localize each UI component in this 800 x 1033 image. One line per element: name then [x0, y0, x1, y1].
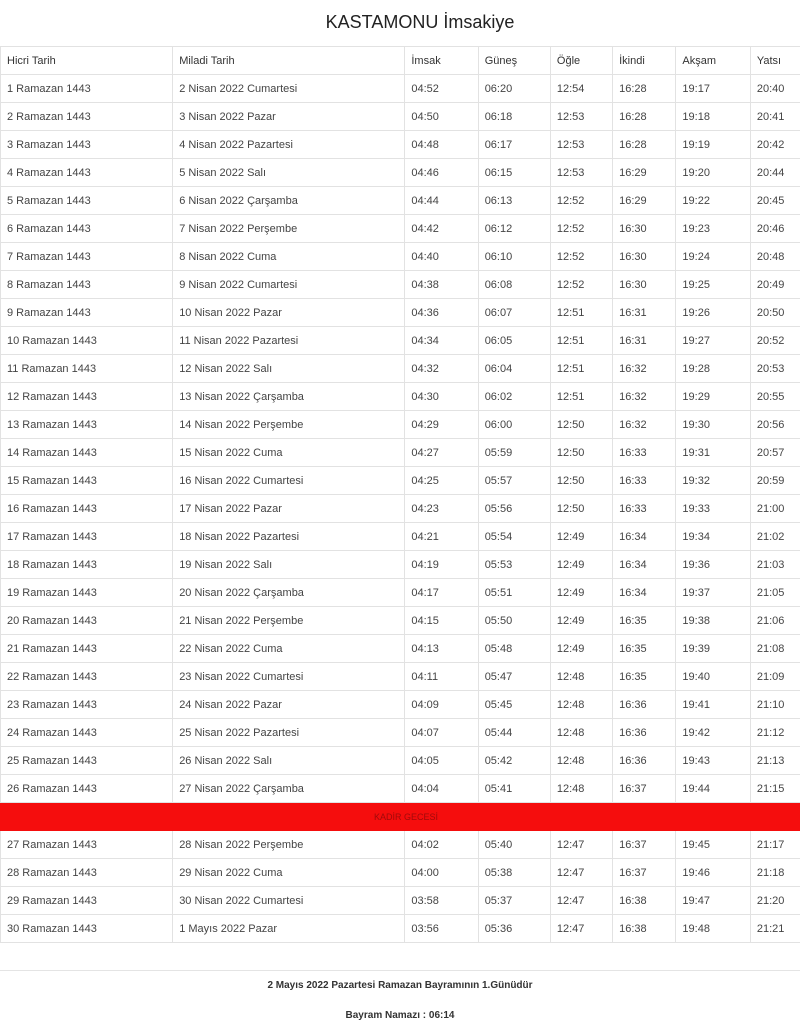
cell-imsak: 04:13 [405, 635, 478, 663]
cell-ogle: 12:48 [550, 775, 612, 803]
table-row [1, 187, 800, 215]
cell-imsak: 03:56 [405, 915, 478, 943]
table-row [1, 131, 800, 159]
cell-ogle: 12:49 [550, 523, 612, 551]
cell-gunes: 05:59 [478, 439, 550, 467]
cell-miladi-tarih: 5 Nisan 2022 Salı [173, 159, 405, 187]
cell-imsak: 04:00 [405, 859, 478, 887]
cell-hicri-tarih: 8 Ramazan 1443 [1, 271, 173, 299]
header-ogle: Öğle [550, 47, 612, 75]
cell-hicri-tarih: 2 Ramazan 1443 [1, 103, 173, 131]
cell-hicri-tarih: 15 Ramazan 1443 [1, 467, 173, 495]
cell-ogle: 12:52 [550, 215, 612, 243]
cell-miladi-tarih: 6 Nisan 2022 Çarşamba [173, 187, 405, 215]
cell-gunes: 05:51 [478, 579, 550, 607]
cell-ogle: 12:49 [550, 635, 612, 663]
cell-imsak: 04:40 [405, 243, 478, 271]
cell-gunes: 06:10 [478, 243, 550, 271]
cell-yatsi: 21:03 [750, 551, 800, 579]
cell-miladi-tarih: 2 Nisan 2022 Cumartesi [173, 75, 405, 103]
cell-yatsi: 21:09 [750, 663, 800, 691]
table-row [1, 831, 800, 859]
cell-imsak: 04:30 [405, 383, 478, 411]
cell-gunes: 05:45 [478, 691, 550, 719]
cell-ikindi: 16:29 [613, 159, 676, 187]
cell-imsak: 04:48 [405, 131, 478, 159]
cell-ogle: 12:54 [550, 75, 612, 103]
table-row [1, 691, 800, 719]
cell-yatsi: 20:57 [750, 439, 800, 467]
cell-aksam: 19:30 [676, 411, 750, 439]
cell-ogle: 12:52 [550, 271, 612, 299]
cell-miladi-tarih: 1 Mayıs 2022 Pazar [173, 915, 405, 943]
cell-ikindi: 16:36 [613, 719, 676, 747]
cell-aksam: 19:41 [676, 691, 750, 719]
table-row [1, 915, 800, 943]
cell-aksam: 19:17 [676, 75, 750, 103]
cell-gunes: 05:57 [478, 467, 550, 495]
cell-ogle: 12:47 [550, 915, 612, 943]
cell-hicri-tarih: 23 Ramazan 1443 [1, 691, 173, 719]
bayram-note: 2 Mayıs 2022 Pazartesi Ramazan Bayramının 1.Günüdür [267, 980, 533, 991]
cell-ikindi: 16:35 [613, 635, 676, 663]
cell-imsak: 04:42 [405, 215, 478, 243]
cell-imsak: 04:46 [405, 159, 478, 187]
cell-ogle: 12:47 [550, 859, 612, 887]
table-row [1, 859, 800, 887]
cell-ogle: 12:48 [550, 747, 612, 775]
imsakiye-table [0, 46, 800, 943]
header-gunes: Güneş [478, 47, 550, 75]
header-miladi-tarih: Miladi Tarih [173, 47, 405, 75]
cell-ikindi: 16:28 [613, 75, 676, 103]
cell-aksam: 19:27 [676, 327, 750, 355]
cell-yatsi: 20:56 [750, 411, 800, 439]
cell-aksam: 19:46 [676, 859, 750, 887]
table-row [1, 383, 800, 411]
cell-imsak: 04:07 [405, 719, 478, 747]
cell-miladi-tarih: 27 Nisan 2022 Çarşamba [173, 775, 405, 803]
cell-imsak: 04:25 [405, 467, 478, 495]
cell-imsak: 04:05 [405, 747, 478, 775]
cell-ogle: 12:51 [550, 299, 612, 327]
cell-yatsi: 21:08 [750, 635, 800, 663]
cell-yatsi: 21:21 [750, 915, 800, 943]
cell-ogle: 12:53 [550, 103, 612, 131]
cell-gunes: 05:44 [478, 719, 550, 747]
cell-imsak: 04:44 [405, 187, 478, 215]
cell-imsak: 04:29 [405, 411, 478, 439]
cell-imsak: 04:52 [405, 75, 478, 103]
cell-yatsi: 21:05 [750, 579, 800, 607]
cell-yatsi: 20:50 [750, 299, 800, 327]
cell-ogle: 12:51 [550, 327, 612, 355]
cell-imsak: 04:23 [405, 495, 478, 523]
cell-ogle: 12:49 [550, 551, 612, 579]
cell-yatsi: 20:49 [750, 271, 800, 299]
cell-hicri-tarih: 7 Ramazan 1443 [1, 243, 173, 271]
cell-miladi-tarih: 7 Nisan 2022 Perşembe [173, 215, 405, 243]
cell-yatsi: 21:02 [750, 523, 800, 551]
cell-hicri-tarih: 20 Ramazan 1443 [1, 607, 173, 635]
table-row [1, 439, 800, 467]
table-row [1, 551, 800, 579]
cell-hicri-tarih: 5 Ramazan 1443 [1, 187, 173, 215]
cell-gunes: 05:36 [478, 915, 550, 943]
cell-imsak: 04:21 [405, 523, 478, 551]
cell-miladi-tarih: 10 Nisan 2022 Pazar [173, 299, 405, 327]
cell-imsak: 04:50 [405, 103, 478, 131]
cell-yatsi: 20:44 [750, 159, 800, 187]
cell-yatsi: 20:46 [750, 215, 800, 243]
cell-yatsi: 20:52 [750, 327, 800, 355]
page-title: KASTAMONU İmsakiye [325, 12, 515, 32]
cell-ogle: 12:49 [550, 607, 612, 635]
cell-hicri-tarih: 30 Ramazan 1443 [1, 915, 173, 943]
cell-hicri-tarih: 9 Ramazan 1443 [1, 299, 173, 327]
cell-gunes: 05:54 [478, 523, 550, 551]
table-row [1, 355, 800, 383]
cell-miladi-tarih: 11 Nisan 2022 Pazartesi [173, 327, 405, 355]
cell-hicri-tarih: 3 Ramazan 1443 [1, 131, 173, 159]
cell-ikindi: 16:32 [613, 383, 676, 411]
cell-aksam: 19:43 [676, 747, 750, 775]
cell-yatsi: 20:48 [750, 243, 800, 271]
cell-ikindi: 16:35 [613, 607, 676, 635]
cell-miladi-tarih: 13 Nisan 2022 Çarşamba [173, 383, 405, 411]
header-ikindi: İkindi [613, 47, 676, 75]
cell-imsak: 04:32 [405, 355, 478, 383]
table-row [1, 607, 800, 635]
cell-yatsi: 20:41 [750, 103, 800, 131]
cell-miladi-tarih: 20 Nisan 2022 Çarşamba [173, 579, 405, 607]
cell-ogle: 12:52 [550, 187, 612, 215]
cell-ikindi: 16:36 [613, 747, 676, 775]
table-row [1, 719, 800, 747]
cell-miladi-tarih: 4 Nisan 2022 Pazartesi [173, 131, 405, 159]
cell-imsak: 04:11 [405, 663, 478, 691]
cell-ikindi: 16:34 [613, 551, 676, 579]
cell-miladi-tarih: 14 Nisan 2022 Perşembe [173, 411, 405, 439]
cell-gunes: 05:53 [478, 551, 550, 579]
kadir-gecesi-label: KADİR GECESİ [1, 803, 800, 831]
cell-aksam: 19:48 [676, 915, 750, 943]
table-row [1, 327, 800, 355]
cell-hicri-tarih: 4 Ramazan 1443 [1, 159, 173, 187]
cell-gunes: 06:12 [478, 215, 550, 243]
cell-aksam: 19:37 [676, 579, 750, 607]
table-header-row [1, 47, 800, 75]
table-row [1, 635, 800, 663]
cell-aksam: 19:39 [676, 635, 750, 663]
cell-hicri-tarih: 29 Ramazan 1443 [1, 887, 173, 915]
header-yatsi: Yatsı [750, 47, 800, 75]
cell-yatsi: 21:06 [750, 607, 800, 635]
cell-ikindi: 16:30 [613, 243, 676, 271]
cell-gunes: 06:05 [478, 327, 550, 355]
cell-gunes: 06:17 [478, 131, 550, 159]
cell-ikindi: 16:29 [613, 187, 676, 215]
kadir-gecesi-banner [1, 803, 800, 831]
cell-gunes: 05:50 [478, 607, 550, 635]
cell-ikindi: 16:37 [613, 831, 676, 859]
cell-miladi-tarih: 24 Nisan 2022 Pazar [173, 691, 405, 719]
cell-ogle: 12:47 [550, 831, 612, 859]
cell-miladi-tarih: 8 Nisan 2022 Cuma [173, 243, 405, 271]
cell-ogle: 12:50 [550, 495, 612, 523]
cell-hicri-tarih: 25 Ramazan 1443 [1, 747, 173, 775]
cell-ikindi: 16:31 [613, 327, 676, 355]
cell-yatsi: 20:59 [750, 467, 800, 495]
cell-aksam: 19:24 [676, 243, 750, 271]
cell-gunes: 06:02 [478, 383, 550, 411]
table-row [1, 663, 800, 691]
cell-aksam: 19:23 [676, 215, 750, 243]
table-row [1, 747, 800, 775]
cell-yatsi: 21:18 [750, 859, 800, 887]
table-row [1, 243, 800, 271]
cell-gunes: 06:00 [478, 411, 550, 439]
cell-aksam: 19:26 [676, 299, 750, 327]
cell-aksam: 19:29 [676, 383, 750, 411]
cell-miladi-tarih: 25 Nisan 2022 Pazartesi [173, 719, 405, 747]
cell-aksam: 19:36 [676, 551, 750, 579]
cell-hicri-tarih: 17 Ramazan 1443 [1, 523, 173, 551]
header-hicri-tarih: Hicri Tarih [1, 47, 173, 75]
cell-yatsi: 20:45 [750, 187, 800, 215]
cell-ogle: 12:48 [550, 663, 612, 691]
cell-gunes: 06:18 [478, 103, 550, 131]
cell-miladi-tarih: 26 Nisan 2022 Salı [173, 747, 405, 775]
cell-aksam: 19:25 [676, 271, 750, 299]
cell-ogle: 12:53 [550, 131, 612, 159]
cell-yatsi: 20:55 [750, 383, 800, 411]
cell-hicri-tarih: 13 Ramazan 1443 [1, 411, 173, 439]
cell-aksam: 19:28 [676, 355, 750, 383]
cell-aksam: 19:47 [676, 887, 750, 915]
table-row [1, 775, 800, 803]
cell-ikindi: 16:32 [613, 411, 676, 439]
cell-hicri-tarih: 21 Ramazan 1443 [1, 635, 173, 663]
cell-ikindi: 16:35 [613, 663, 676, 691]
cell-aksam: 19:38 [676, 607, 750, 635]
cell-yatsi: 20:53 [750, 355, 800, 383]
cell-miladi-tarih: 29 Nisan 2022 Cuma [173, 859, 405, 887]
cell-ikindi: 16:33 [613, 439, 676, 467]
cell-ikindi: 16:33 [613, 467, 676, 495]
cell-imsak: 04:04 [405, 775, 478, 803]
cell-miladi-tarih: 28 Nisan 2022 Perşembe [173, 831, 405, 859]
cell-aksam: 19:19 [676, 131, 750, 159]
cell-miladi-tarih: 18 Nisan 2022 Pazartesi [173, 523, 405, 551]
cell-ogle: 12:52 [550, 243, 612, 271]
cell-miladi-tarih: 12 Nisan 2022 Salı [173, 355, 405, 383]
cell-yatsi: 21:13 [750, 747, 800, 775]
cell-aksam: 19:34 [676, 523, 750, 551]
table-row [1, 75, 800, 103]
cell-ikindi: 16:31 [613, 299, 676, 327]
cell-ogle: 12:48 [550, 691, 612, 719]
cell-gunes: 05:41 [478, 775, 550, 803]
cell-ogle: 12:50 [550, 439, 612, 467]
cell-hicri-tarih: 12 Ramazan 1443 [1, 383, 173, 411]
cell-aksam: 19:20 [676, 159, 750, 187]
cell-aksam: 19:22 [676, 187, 750, 215]
cell-ogle: 12:51 [550, 383, 612, 411]
cell-ikindi: 16:28 [613, 131, 676, 159]
cell-gunes: 05:42 [478, 747, 550, 775]
table-row [1, 271, 800, 299]
cell-hicri-tarih: 6 Ramazan 1443 [1, 215, 173, 243]
table-row [1, 159, 800, 187]
cell-miladi-tarih: 3 Nisan 2022 Pazar [173, 103, 405, 131]
bayram-namazi-time: Bayram Namazı : 06:14 [345, 1010, 455, 1021]
cell-gunes: 05:56 [478, 495, 550, 523]
cell-ogle: 12:49 [550, 579, 612, 607]
cell-imsak: 04:09 [405, 691, 478, 719]
cell-yatsi: 21:20 [750, 887, 800, 915]
cell-gunes: 05:38 [478, 859, 550, 887]
cell-ikindi: 16:37 [613, 775, 676, 803]
cell-yatsi: 21:10 [750, 691, 800, 719]
cell-hicri-tarih: 18 Ramazan 1443 [1, 551, 173, 579]
cell-gunes: 06:04 [478, 355, 550, 383]
table-row [1, 495, 800, 523]
table-row [1, 887, 800, 915]
cell-miladi-tarih: 17 Nisan 2022 Pazar [173, 495, 405, 523]
table-row [1, 215, 800, 243]
cell-hicri-tarih: 24 Ramazan 1443 [1, 719, 173, 747]
cell-imsak: 04:17 [405, 579, 478, 607]
cell-imsak: 04:36 [405, 299, 478, 327]
table-row [1, 467, 800, 495]
cell-ikindi: 16:38 [613, 915, 676, 943]
cell-gunes: 05:40 [478, 831, 550, 859]
cell-ikindi: 16:30 [613, 271, 676, 299]
cell-miladi-tarih: 22 Nisan 2022 Cuma [173, 635, 405, 663]
cell-ikindi: 16:32 [613, 355, 676, 383]
cell-hicri-tarih: 1 Ramazan 1443 [1, 75, 173, 103]
cell-miladi-tarih: 15 Nisan 2022 Cuma [173, 439, 405, 467]
header-imsak: İmsak [405, 47, 478, 75]
table-body [1, 75, 800, 943]
cell-miladi-tarih: 23 Nisan 2022 Cumartesi [173, 663, 405, 691]
cell-hicri-tarih: 10 Ramazan 1443 [1, 327, 173, 355]
table-row [1, 299, 800, 327]
cell-aksam: 19:44 [676, 775, 750, 803]
cell-yatsi: 20:42 [750, 131, 800, 159]
cell-ogle: 12:50 [550, 411, 612, 439]
cell-ikindi: 16:30 [613, 215, 676, 243]
cell-ogle: 12:51 [550, 355, 612, 383]
cell-imsak: 04:38 [405, 271, 478, 299]
cell-hicri-tarih: 14 Ramazan 1443 [1, 439, 173, 467]
cell-aksam: 19:31 [676, 439, 750, 467]
footer-divider [0, 970, 800, 971]
cell-gunes: 06:20 [478, 75, 550, 103]
cell-miladi-tarih: 19 Nisan 2022 Salı [173, 551, 405, 579]
cell-ikindi: 16:33 [613, 495, 676, 523]
cell-yatsi: 21:12 [750, 719, 800, 747]
cell-ikindi: 16:38 [613, 887, 676, 915]
cell-aksam: 19:45 [676, 831, 750, 859]
cell-aksam: 19:40 [676, 663, 750, 691]
cell-ikindi: 16:28 [613, 103, 676, 131]
cell-aksam: 19:42 [676, 719, 750, 747]
cell-ikindi: 16:36 [613, 691, 676, 719]
cell-gunes: 05:48 [478, 635, 550, 663]
cell-miladi-tarih: 21 Nisan 2022 Perşembe [173, 607, 405, 635]
cell-imsak: 04:34 [405, 327, 478, 355]
header-aksam: Akşam [676, 47, 750, 75]
cell-ogle: 12:47 [550, 887, 612, 915]
table-row [1, 103, 800, 131]
cell-hicri-tarih: 19 Ramazan 1443 [1, 579, 173, 607]
cell-gunes: 06:07 [478, 299, 550, 327]
cell-hicri-tarih: 16 Ramazan 1443 [1, 495, 173, 523]
cell-imsak: 04:15 [405, 607, 478, 635]
table-row [1, 579, 800, 607]
cell-gunes: 05:47 [478, 663, 550, 691]
table-row [1, 523, 800, 551]
cell-ikindi: 16:37 [613, 859, 676, 887]
cell-miladi-tarih: 30 Nisan 2022 Cumartesi [173, 887, 405, 915]
cell-miladi-tarih: 16 Nisan 2022 Cumartesi [173, 467, 405, 495]
cell-yatsi: 20:40 [750, 75, 800, 103]
cell-hicri-tarih: 27 Ramazan 1443 [1, 831, 173, 859]
cell-hicri-tarih: 26 Ramazan 1443 [1, 775, 173, 803]
cell-ogle: 12:48 [550, 719, 612, 747]
cell-yatsi: 21:17 [750, 831, 800, 859]
cell-aksam: 19:33 [676, 495, 750, 523]
cell-imsak: 04:19 [405, 551, 478, 579]
cell-aksam: 19:32 [676, 467, 750, 495]
cell-yatsi: 21:00 [750, 495, 800, 523]
cell-ogle: 12:50 [550, 467, 612, 495]
table-row [1, 411, 800, 439]
cell-yatsi: 21:15 [750, 775, 800, 803]
cell-miladi-tarih: 9 Nisan 2022 Cumartesi [173, 271, 405, 299]
cell-imsak: 04:27 [405, 439, 478, 467]
cell-gunes: 06:08 [478, 271, 550, 299]
cell-ikindi: 16:34 [613, 579, 676, 607]
cell-imsak: 03:58 [405, 887, 478, 915]
cell-gunes: 06:13 [478, 187, 550, 215]
cell-gunes: 05:37 [478, 887, 550, 915]
cell-imsak: 04:02 [405, 831, 478, 859]
cell-ogle: 12:53 [550, 159, 612, 187]
cell-aksam: 19:18 [676, 103, 750, 131]
cell-ikindi: 16:34 [613, 523, 676, 551]
cell-hicri-tarih: 11 Ramazan 1443 [1, 355, 173, 383]
cell-hicri-tarih: 22 Ramazan 1443 [1, 663, 173, 691]
cell-hicri-tarih: 28 Ramazan 1443 [1, 859, 173, 887]
cell-gunes: 06:15 [478, 159, 550, 187]
